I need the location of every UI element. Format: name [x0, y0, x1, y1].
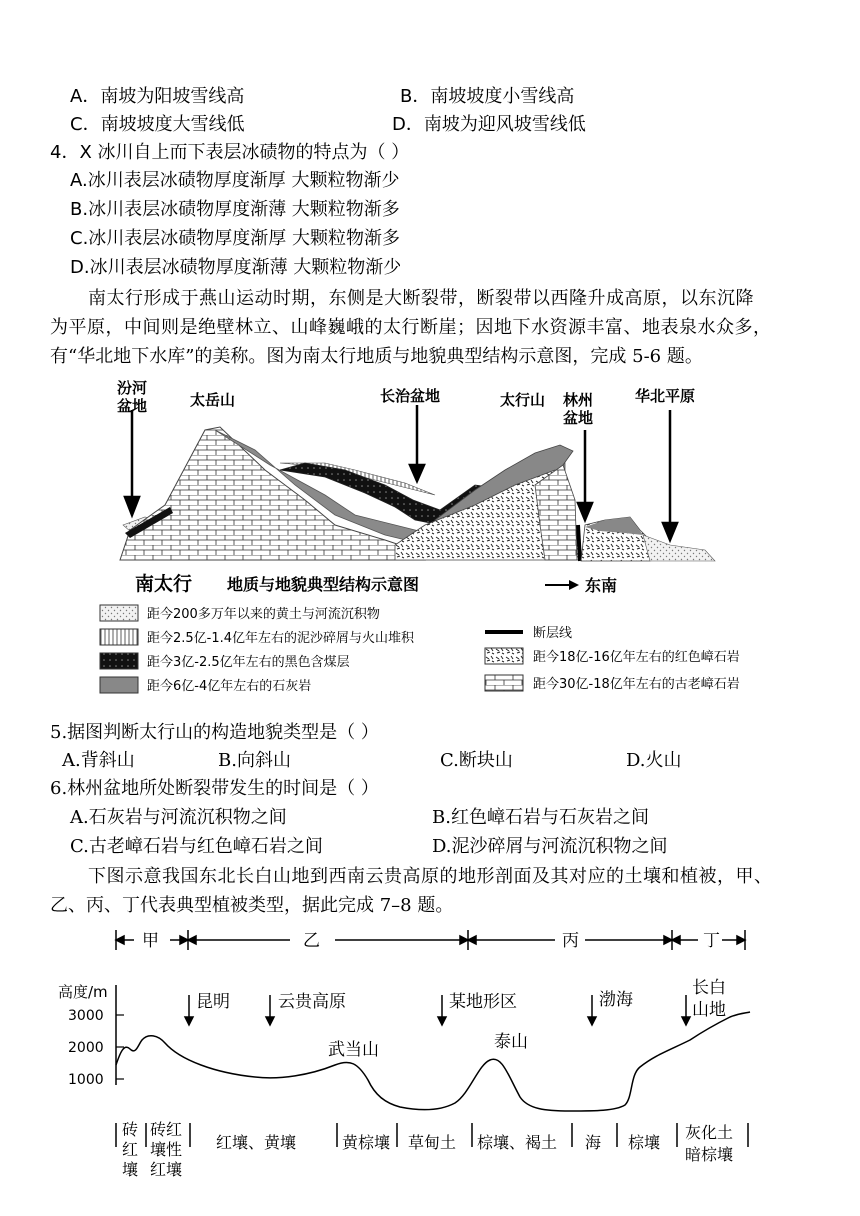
- legend-old-rock: 距今30亿-18亿年左右的古老嶂石岩: [533, 677, 740, 692]
- legend-loess: 距今200多万年以来的黄土与河流沉积物: [147, 607, 380, 622]
- veg-bing: 丙: [562, 931, 579, 951]
- profile-figure: [50, 925, 770, 1190]
- q4-option-d: D.冰川表层冰碛物厚度渐薄 大颗粒物渐少: [70, 257, 402, 278]
- soil-2-line1: 砖红: [150, 1120, 183, 1139]
- soil-2-line3: 红壤: [150, 1160, 183, 1179]
- geology-figure: [95, 375, 795, 705]
- veg-ding: 丁: [703, 931, 720, 951]
- legend-red-rock: 距今18亿-16亿年左右的红色嶂石岩: [533, 650, 740, 665]
- soil-1-line3: 壤: [122, 1160, 139, 1179]
- label-fenhe-1: 汾河: [117, 379, 148, 397]
- legend-coal: 距今3亿-2.5亿年左右的黑色含煤层: [147, 655, 350, 670]
- q5-option-b: B.向斜山: [218, 750, 291, 771]
- q3-option-d: D．南坡为迎风坡雪线低: [392, 114, 586, 135]
- label-taihang: 太行山: [500, 391, 546, 409]
- legend-sand: 距今2.5亿-1.4亿年左右的泥沙碎屑与火山堆积: [147, 631, 415, 646]
- passage2-line1: 下图示意我国东北长白山地到西南云贵高原的地形剖面及其对应的土壤和植被，甲、: [88, 866, 773, 887]
- soil-8: 棕壤: [628, 1133, 661, 1152]
- q6-option-c: C.古老嶂石岩与红色嶂石岩之间: [70, 836, 323, 857]
- q4-option-a: A.冰川表层冰碛物厚度渐厚 大颗粒物渐少: [70, 170, 400, 191]
- caption-title-1: 南太行: [135, 573, 193, 595]
- label-changbai-2: 山地: [692, 1000, 726, 1020]
- soil-9-line2: 暗棕壤: [685, 1145, 734, 1164]
- q4-option-b: B.冰川表层冰碛物厚度渐薄 大颗粒物渐多: [70, 199, 400, 220]
- q6-option-d: D.泥沙碎屑与河流沉积物之间: [432, 836, 668, 857]
- direction-arrow-icon: [569, 580, 579, 590]
- direction-label: 东南: [585, 576, 618, 595]
- terrain-profile-line: [116, 1012, 750, 1111]
- q5-option-d: D.火山: [626, 750, 682, 771]
- label-taishan: 泰山: [494, 1032, 528, 1052]
- q6-option-b: B.红色嶂石岩与石灰岩之间: [432, 807, 649, 828]
- soil-7: 海: [585, 1133, 602, 1152]
- y-axis-label: 高度/m: [58, 983, 108, 1001]
- legend-limestone: 距今6亿-4亿年左右的石灰岩: [147, 679, 312, 694]
- passage2-line2: 乙、丙、丁代表典型植被类型，据此完成 7–8 题。: [50, 895, 454, 916]
- q4-option-c: C.冰川表层冰碛物厚度渐厚 大颗粒物渐多: [70, 228, 401, 249]
- label-linzhou-1: 林州: [563, 391, 594, 409]
- label-changbai-1: 长白: [692, 978, 726, 998]
- legend-fault: 断层线: [533, 626, 573, 641]
- label-changzhi: 长治盆地: [380, 387, 441, 405]
- soil-6: 棕壤、褐土: [477, 1133, 558, 1152]
- caption-title-2: 地质与地貌典型结构示意图: [227, 575, 420, 594]
- passage1-line1: 南太行形成于燕山运动时期，东侧是大断裂带，断裂带以西隆升成高原，以东沉降: [88, 288, 754, 309]
- tick-2000: 2000: [68, 1040, 104, 1056]
- q3-option-b: B．南坡坡度小雪线高: [400, 86, 575, 107]
- tick-3000: 3000: [68, 1008, 104, 1024]
- soil-1-line1: 砖: [122, 1120, 139, 1139]
- passage1-line2: 为平原，中间则是绝壁林立、山峰巍峨的太行断崖；因地下水资源丰富、地表泉水众多，: [50, 317, 772, 338]
- label-yungui: 云贵高原: [278, 992, 346, 1012]
- label-taiyue: 太岳山: [190, 391, 236, 409]
- q5-option-a: A.背斜山: [62, 750, 135, 771]
- label-huabei: 华北平原: [635, 387, 696, 405]
- q4-stem: 4．X 冰川自上而下表层冰碛物的特点为（ ）: [50, 142, 410, 163]
- q6-option-a: A.石灰岩与河流沉积物之间: [70, 807, 287, 828]
- label-fenhe-2: 盆地: [117, 397, 148, 415]
- label-wudang: 武当山: [328, 1040, 379, 1060]
- soil-3: 红壤、黄壤: [216, 1133, 297, 1152]
- tick-1000: 1000: [68, 1072, 104, 1088]
- soil-1-line2: 红: [122, 1140, 139, 1159]
- veg-jia: 甲: [142, 931, 159, 951]
- soil-2-line2: 壤性: [150, 1140, 183, 1159]
- soil-4: 黄棕壤: [342, 1133, 391, 1152]
- label-bohai: 渤海: [599, 990, 633, 1010]
- soil-5: 草甸土: [408, 1133, 457, 1152]
- q5-option-c: C.断块山: [440, 750, 513, 771]
- q5-stem: 5.据图判断太行山的构造地貌类型是（ ）: [50, 722, 379, 743]
- q6-stem: 6.林州盆地所处断裂带发生的时间是（ ）: [50, 778, 379, 799]
- label-mou: 某地形区: [449, 992, 517, 1012]
- passage1-line3: 有“华北地下水库”的美称。图为南太行地质与地貌典型结构示意图，完成 5-6 题。: [50, 346, 703, 367]
- veg-yi: 乙: [303, 931, 320, 951]
- label-kunming: 昆明: [196, 992, 230, 1012]
- label-linzhou-2: 盆地: [563, 409, 594, 427]
- q3-option-c: C．南坡坡度大雪线低: [70, 114, 245, 135]
- soil-9-line1: 灰化土: [685, 1123, 734, 1142]
- q3-option-a: A．南坡为阳坡雪线高: [70, 86, 245, 107]
